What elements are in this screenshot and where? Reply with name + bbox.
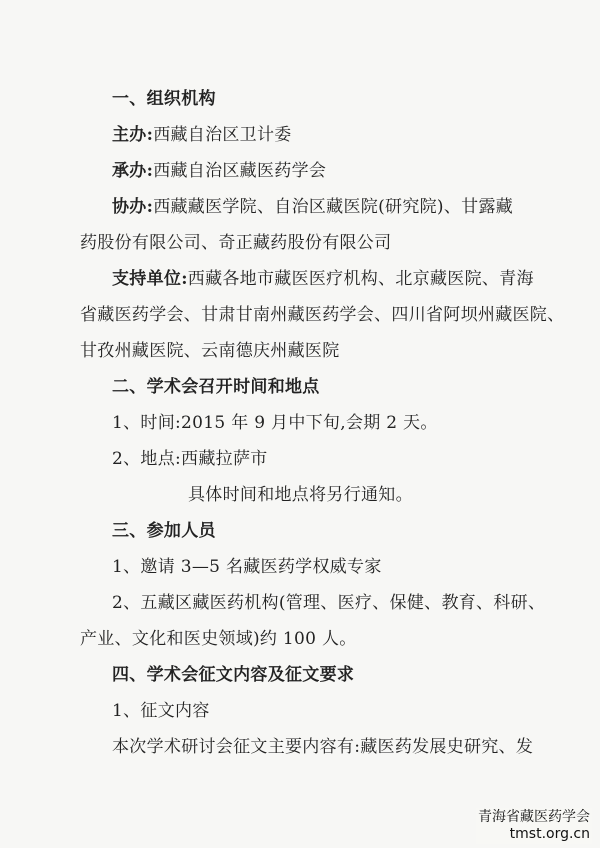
watermark-url: tmst.org.cn bbox=[509, 826, 590, 842]
co-organizer-line-cont: 药股份有限公司、奇正藏药股份有限公司 bbox=[80, 233, 392, 253]
notice-line: 具体时间和地点将另行通知。 bbox=[188, 485, 413, 505]
heading-participants: 三、参加人员 bbox=[112, 521, 216, 541]
heading-papers: 四、学术会征文内容及征文要求 bbox=[112, 665, 355, 685]
watermark-name: 青海省藏医药学会 bbox=[478, 809, 590, 825]
place-line: 2、地点:西藏拉萨市 bbox=[112, 449, 268, 469]
supporter-line: 支持单位:西藏各地市藏医医疗机构、北京藏医院、青海 bbox=[112, 269, 534, 289]
participants-line-1: 1、邀请 3—5 名藏医药学权威专家 bbox=[112, 557, 382, 577]
host-line: 主办:西藏自治区卫计委 bbox=[112, 125, 292, 145]
papers-content-line: 本次学术研讨会征文主要内容有:藏医药发展史研究、发 bbox=[112, 737, 534, 757]
time-line: 1、时间:2015 年 9 月中下旬,会期 2 天。 bbox=[112, 413, 438, 433]
supporter-line-cont-1: 省藏医药学会、甘肃甘南州藏医药学会、四川省阿坝州藏医院、 bbox=[80, 305, 565, 325]
heading-organization: 一、组织机构 bbox=[112, 89, 216, 109]
supporter-line-cont-2: 甘孜州藏医院、云南德庆州藏医院 bbox=[80, 341, 340, 361]
organizer-line: 承办:西藏自治区藏医药学会 bbox=[112, 161, 327, 181]
participants-line-2-cont: 产业、文化和医史领域)约 100 人。 bbox=[80, 629, 357, 649]
participants-line-2: 2、五藏区藏医药机构(管理、医疗、保健、教育、科研、 bbox=[112, 593, 546, 613]
watermark bbox=[476, 808, 592, 844]
co-organizer-line: 协办:西藏藏医学院、自治区藏医院(研究院)、甘露藏 bbox=[112, 197, 514, 217]
heading-time-place: 二、学术会召开时间和地点 bbox=[112, 377, 320, 397]
papers-content-heading: 1、征文内容 bbox=[112, 701, 210, 721]
